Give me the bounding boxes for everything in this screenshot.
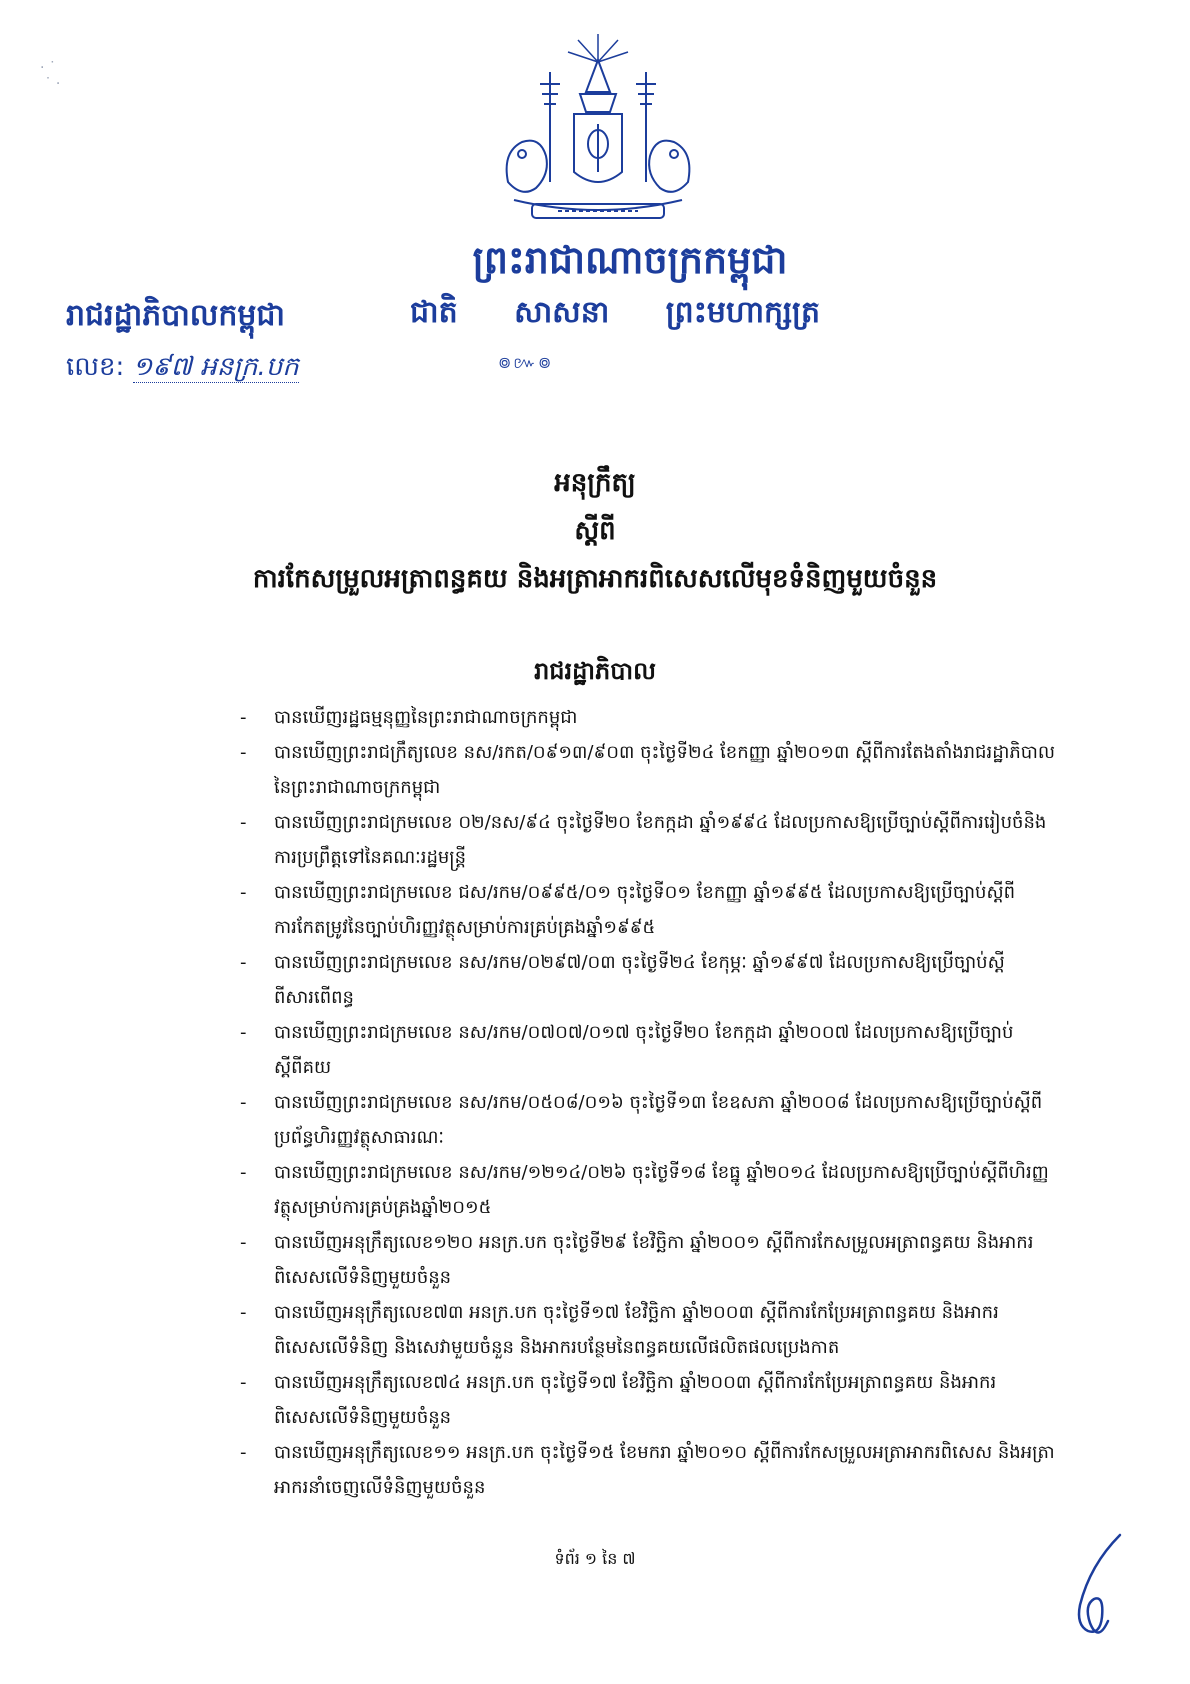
recital-text: បានឃើញព្រះរាជក្រមលេខ នស/រកម/១២១៤/០២៦ ចុះថ្ងៃទី១៨ ខែធ្នូ ឆ្នាំ២០១៤ ដែលប្រកាសឱ្យប្រើច្បាប់ស្តីពីហិរញ្ញវត្ថុសម្រាប់ការគ្រប់គ្រងឆ្នាំ២០១៥: [274, 1162, 1049, 1218]
list-item: - បានឃើញអនុក្រឹត្យលេខ៧៣ អនក្រ.បក ចុះថ្ងៃទី១៧ ខែវិច្ឆិកា ឆ្នាំ២០០៣ ស្តីពីការកែប្រែអត្រាពន្ធគយ និងអាករពិសេសលើទំនិញ និងសេវាមួយចំនួន និងអាករបន្ថែមនៃពន្ធគយលើផលិតផលប្រេងកាត: [240, 1302, 999, 1358]
motto-nation: ជាតិ: [410, 295, 458, 330]
document-about: ស្តីពី: [574, 516, 616, 546]
scan-speckle: · ˙ ˙ ·: [40, 60, 61, 92]
initial-signature: [1050, 1525, 1150, 1645]
list-item: - បានឃើញរដ្ឋធម្មនុញ្ញនៃព្រះរាជាណាចក្រកម្ពុជា: [240, 707, 578, 728]
page-number: ទំព័រ ១ នៃ ៧: [554, 1549, 636, 1568]
document-subject: ការកែសម្រួលអត្រាពន្ធគយ និងអត្រាអាករពិសេសលើមុខទំនិញមួយចំនួន: [252, 564, 938, 594]
royal-coat-of-arms-emblem: [488, 32, 708, 232]
recital-text: បានឃើញអនុក្រឹត្យលេខ១១ អនក្រ.បក ចុះថ្ងៃទី១៥ ខែមករា ឆ្នាំ២០១០ ស្តីពីការកែសម្រួលអត្រាអាករពិសេស និងអត្រាអាករនាំចេញលើទំនិញមួយចំនួន: [274, 1442, 1055, 1498]
list-item: - បានឃើញអនុក្រឹត្យលេខ៧៤ អនក្រ.បក ចុះថ្ងៃទី១៧ ខែវិច្ឆិកា ឆ្នាំ២០០៣ ស្តីពីការកែប្រែអត្រាពន្ធគយ និងអាករពិសេសលើទំនិញមួយចំនួន: [240, 1372, 997, 1428]
document-type: អនុក្រឹត្យ: [554, 468, 636, 498]
list-item: - បានឃើញព្រះរាជក្រមលេខ នស/រកម/០៥០៨/០១៦ ចុះថ្ងៃទី១៣ ខែឧសភា ឆ្នាំ២០០៨ ដែលប្រកាសឱ្យប្រើច្បាប់ស្តីពីប្រព័ន្ធហិរញ្ញវត្ថុសាធារណៈ: [240, 1092, 1043, 1148]
recital-text: បានឃើញព្រះរាជក្រឹត្យលេខ នស/រកត/០៩១៣/៩០៣ ចុះថ្ងៃទី២៤ ខែកញ្ញា ឆ្នាំ២០១៣ ស្តីពីការតែងតាំងរាជរដ្ឋាភិបាលនៃព្រះរាជាណាចក្រកម្ពុជា: [274, 742, 1056, 798]
list-item: - បានឃើញព្រះរាជក្រមលេខ នស/រកម/០២៩៧/០៣ ចុះថ្ងៃទី២៤ ខែកុម្ភៈ ឆ្នាំ១៩៩៧ ដែលប្រកាសឱ្យប្រើច្បាប់ស្តីពីសារពើពន្ធ: [240, 952, 1005, 1008]
list-item: - បានឃើញអនុក្រឹត្យលេខ១២០ អនក្រ.បក ចុះថ្ងៃទី២៩ ខែវិច្ឆិកា ឆ្នាំ២០០១ ស្តីពីការកែសម្រួលអត្រាពន្ធគយ និងអាករពិសេសលើទំនិញមួយចំនួន: [240, 1232, 1034, 1288]
reference-label: លេខ:: [66, 352, 125, 382]
issuing-government: រាជរដ្ឋាភិបាលកម្ពុជា: [66, 298, 285, 333]
header-ornament: ៙៚៙: [498, 353, 554, 372]
recital-text: បានឃើញព្រះរាជក្រមលេខ នស/រកម/០៧០៧/០១៧ ចុះថ្ងៃទី២០ ខែកក្កដា ឆ្នាំ២០០៧ ដែលប្រកាសឱ្យប្រើច្បាប់ស្តីពីគយ: [274, 1022, 1014, 1078]
reference-value: ១៩៧ អនក្រ.បក: [132, 352, 299, 382]
recital-text: បានឃើញព្រះរាជក្រមលេខ នស/រកម/០៥០៨/០១៦ ចុះថ្ងៃទី១៣ ខែឧសភា ឆ្នាំ២០០៨ ដែលប្រកាសឱ្យប្រើច្បាប់ស្តីពីប្រព័ន្ធហិរញ្ញវត្ថុសាធារណៈ: [274, 1092, 1043, 1148]
list-item: - បានឃើញព្រះរាជក្រមលេខ ០២/នស/៩៤ ចុះថ្ងៃទី២០ ខែកក្កដា ឆ្នាំ១៩៩៤ ដែលប្រកាសឱ្យប្រើច្បាប់ស្តីពីការរៀបចំនិងការប្រព្រឹត្តទៅនៃគណៈរដ្ឋមន្ត្រី: [240, 812, 1047, 868]
recitals-list: [240, 700, 1060, 1505]
recital-text: បានឃើញព្រះរាជក្រមលេខ នស/រកម/០២៩៧/០៣ ចុះថ្ងៃទី២៤ ខែកុម្ភៈ ឆ្នាំ១៩៩៧ ដែលប្រកាសឱ្យប្រើច្បាប់ស្តីពីសារពើពន្ធ: [274, 952, 1005, 1008]
recital-text: បានឃើញអនុក្រឹត្យលេខ៧៣ អនក្រ.បក ចុះថ្ងៃទី១៧ ខែវិច្ឆិកា ឆ្នាំ២០០៣ ស្តីពីការកែប្រែអត្រាពន្ធគយ និងអាករពិសេសលើទំនិញ និងសេវាមួយចំនួន និងអាករបន្ថែមនៃពន្ធគយលើផលិតផលប្រេងកាត: [274, 1302, 999, 1358]
recital-text: បានឃើញអនុក្រឹត្យលេខ១២០ អនក្រ.បក ចុះថ្ងៃទី២៩ ខែវិច្ឆិកា ឆ្នាំ២០០១ ស្តីពីការកែសម្រួលអត្រាពន្ធគយ និងអាករពិសេសលើទំនិញមួយចំនួន: [274, 1232, 1034, 1288]
motto-religion: សាសនា: [514, 295, 610, 330]
recital-text: បានឃើញរដ្ឋធម្មនុញ្ញនៃព្រះរាជាណាចក្រកម្ពុជា: [274, 707, 578, 728]
recital-text: បានឃើញព្រះរាជក្រមលេខ ០២/នស/៩៤ ចុះថ្ងៃទី២០ ខែកក្កដា ឆ្នាំ១៩៩៤ ដែលប្រកាសឱ្យប្រើច្បាប់ស្តីពីការរៀបចំនិងការប្រព្រឹត្តទៅនៃគណៈរដ្ឋមន្ត្រី: [274, 812, 1047, 868]
list-item: - បានឃើញព្រះរាជក្រមលេខ នស/រកម/១២១៤/០២៦ ចុះថ្ងៃទី១៨ ខែធ្នូ ឆ្នាំ២០១៤ ដែលប្រកាសឱ្យប្រើច្បាប់ស្តីពីហិរញ្ញវត្ថុសម្រាប់ការគ្រប់គ្រងឆ្នាំ២០១៥: [240, 1162, 1049, 1218]
list-item: - បានឃើញអនុក្រឹត្យលេខ១១ អនក្រ.បក ចុះថ្ងៃទី១៥ ខែមករា ឆ្នាំ២០១០ ស្តីពីការកែសម្រួលអត្រាអាករពិសេស និងអត្រាអាករនាំចេញលើទំនិញមួយចំនួន: [240, 1442, 1055, 1498]
list-item: - បានឃើញព្រះរាជក្រមលេខ នស/រកម/០៧០៧/០១៧ ចុះថ្ងៃទី២០ ខែកក្កដា ឆ្នាំ២០០៧ ដែលប្រកាសឱ្យប្រើច្បាប់ស្តីពីគយ: [240, 1022, 1014, 1078]
motto-king: ព្រះមហាក្សត្រ: [665, 295, 820, 330]
reference-number: [66, 350, 299, 388]
list-item: - បានឃើញព្រះរាជក្រមលេខ ជស/រកម/០៩៩៥/០១ ចុះថ្ងៃទី០១ ខែកញ្ញា ឆ្នាំ១៩៩៥ ដែលប្រកាសឱ្យប្រើច្បាប់ស្តីពីការកែតម្រូវនៃច្បាប់ហិរញ្ញវត្ថុសម្រាប់ការគ្រប់គ្រងឆ្នាំ១៩៩៥: [240, 882, 1016, 938]
section-heading: រាជរដ្ឋាភិបាល: [534, 657, 656, 685]
national-motto: [410, 293, 866, 337]
kingdom-title: ព្រះរាជាណាចក្រកម្ពុជា: [472, 238, 788, 282]
recital-text: បានឃើញអនុក្រឹត្យលេខ៧៤ អនក្រ.បក ចុះថ្ងៃទី១៧ ខែវិច្ឆិកា ឆ្នាំ២០០៣ ស្តីពីការកែប្រែអត្រាពន្ធគយ និងអាករពិសេសលើទំនិញមួយចំនួន: [274, 1372, 997, 1428]
recital-text: បានឃើញព្រះរាជក្រមលេខ ជស/រកម/០៩៩៥/០១ ចុះថ្ងៃទី០១ ខែកញ្ញា ឆ្នាំ១៩៩៥ ដែលប្រកាសឱ្យប្រើច្បាប់ស្តីពីការកែតម្រូវនៃច្បាប់ហិរញ្ញវត្ថុសម្រាប់ការគ្រប់គ្រងឆ្នាំ១៩៩៥: [274, 882, 1016, 938]
list-item: - បានឃើញព្រះរាជក្រឹត្យលេខ នស/រកត/០៩១៣/៩០៣ ចុះថ្ងៃទី២៤ ខែកញ្ញា ឆ្នាំ២០១៣ ស្តីពីការតែងតាំងរាជរដ្ឋាភិបាលនៃព្រះរាជាណាចក្រកម្ពុជា: [240, 742, 1056, 798]
